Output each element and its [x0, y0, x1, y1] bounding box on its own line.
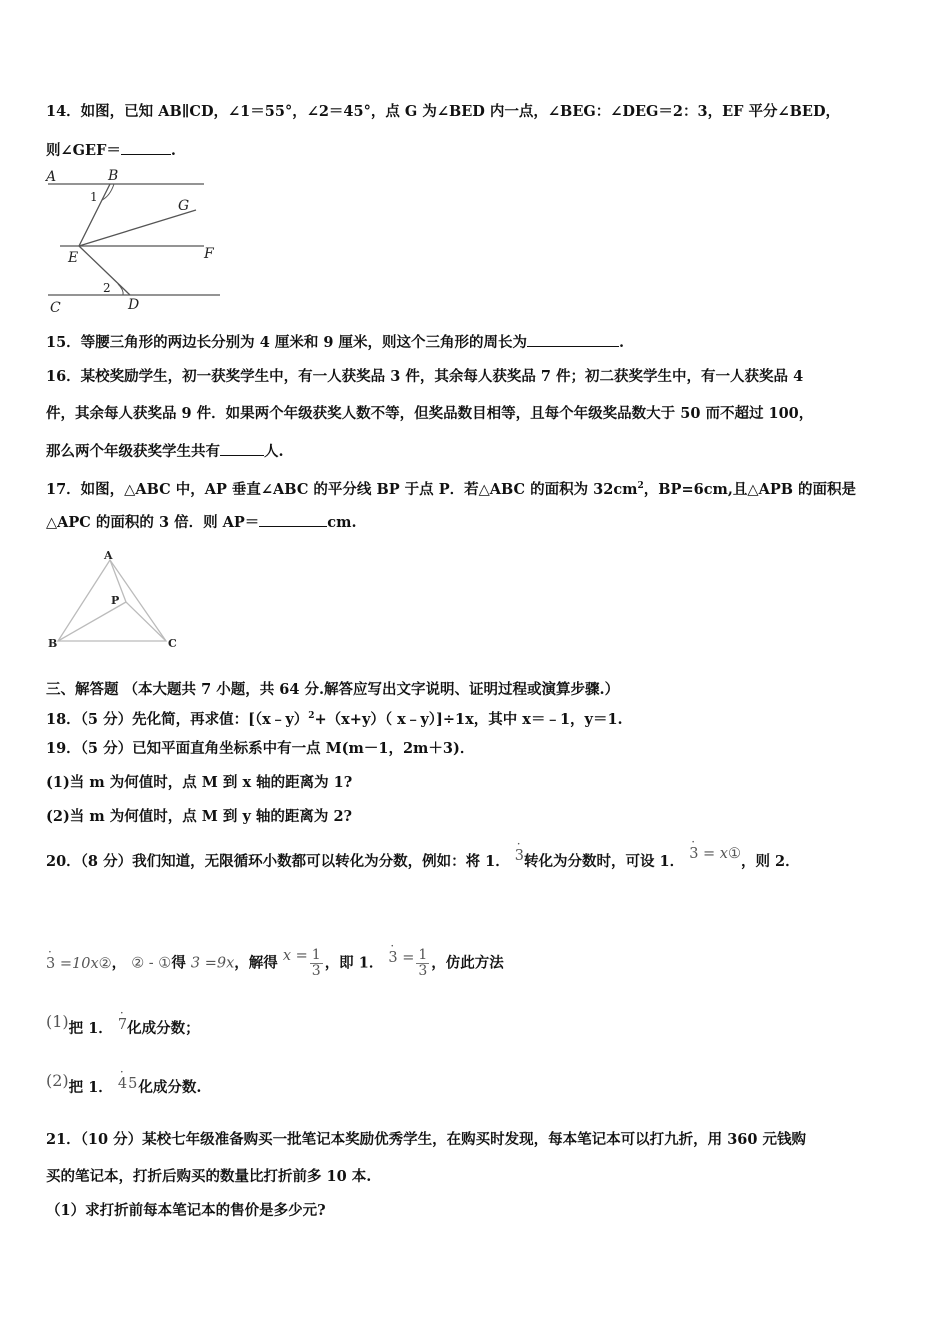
q20-eq4	[388, 950, 414, 966]
q20-f: ，解得	[234, 954, 278, 972]
answer-blank-15[interactable]	[527, 332, 619, 347]
q17-line2-suffix: cm.	[327, 514, 357, 531]
label-b: B	[48, 637, 58, 650]
q20-p2-a: 把 1．	[68, 1079, 113, 1096]
q16-line1: 16．某校奖励学生，初一获奖学生中，有一人获奖品 3 件，其余每人获奖品 7 件；初二获奖学生中，有一人获奖品 4	[46, 368, 804, 385]
q16-line2: 件，其余每人获奖品 9 件．如果两个年级获奖人数不等，但奖品数目相等，且每个年级奖品数大于 50 而不超过 100，	[46, 405, 814, 422]
q21-sub1: （1）求打折前每本笔记本的售价是多少元?	[46, 1202, 326, 1219]
label-a: A	[46, 169, 57, 185]
segment-eg	[79, 210, 196, 246]
q20-frac1-num: 1	[311, 947, 321, 963]
q20-minus: ② - ①	[131, 955, 172, 972]
q17-figure	[44, 548, 184, 652]
q20-frac2-num: 1	[418, 947, 428, 963]
q15-text: 15．等腰三角形的两边长分别为 4 厘米和 9 厘米，则这个三角形的周长为	[46, 334, 528, 351]
label-c: C	[168, 637, 177, 650]
q20-frac2-den: 3	[418, 963, 428, 979]
label-g: G	[178, 198, 190, 214]
label-p: P	[111, 594, 120, 607]
q17-line2-prefix: △APC 的面积的 3 倍．则 AP＝	[46, 514, 260, 531]
q18-line	[46, 706, 623, 730]
answer-blank-16[interactable]	[220, 441, 264, 456]
q16-line3-suffix: 人.	[264, 443, 284, 460]
q14-line1: 14．如图，已知 AB∥CD，∠1＝55°，∠2＝45°，点 G 为∠BED 内一点，∠BEG：∠DEG＝2：3，EF 平分∠BED，	[46, 103, 841, 120]
q20-p1-digit: · 7	[118, 1015, 127, 1035]
q14-figure	[44, 166, 229, 316]
segment-bp	[58, 602, 126, 641]
q17-line1-prefix: 17．如图，△ABC 中，AP 垂直∠ABC 的平分线 BP 于点 P．若△ABC 的面积为 32cm	[46, 480, 638, 498]
answer-blank-17[interactable]	[259, 512, 327, 527]
q20-repeating-3: · 3	[515, 846, 524, 866]
q20-g: ，即 1．	[324, 954, 384, 972]
q20-circ1: ①	[727, 846, 741, 862]
q20-p1-b: 化成分数；	[127, 1020, 200, 1037]
q17-sup: 2	[637, 481, 644, 491]
label-d: D	[128, 297, 140, 313]
q20-fraction-1	[310, 948, 323, 979]
q20-line1	[46, 846, 800, 872]
q20-d: ，	[111, 954, 127, 972]
label-a: A	[104, 549, 113, 562]
q20-eq1	[689, 846, 741, 862]
q21-line2: 买的笔记本，打折后购买的数量比打折前多 10 本.	[46, 1168, 372, 1185]
q20-part1	[46, 1012, 200, 1039]
q20-fraction-2	[416, 948, 429, 979]
q15-line	[46, 332, 624, 353]
q20-eq2-lhs: · 3	[46, 954, 55, 974]
q21-line1: 21．（10 分）某校七年级准备购买一批笔记本奖励优秀学生，在购买时发现，每本笔记本可以打九折，用 360 元钱购	[46, 1131, 807, 1148]
q20-p2-label: (2)	[46, 1071, 69, 1090]
q16-line3-prefix: 那么两个年级获奖学生共有	[46, 443, 220, 460]
segment-pc	[126, 602, 166, 641]
q20-eq1-mid: = x	[698, 846, 728, 862]
q20-eq4-text: · 3 =	[388, 948, 414, 968]
q20-b: 转化为分数时，可设 1．	[524, 853, 685, 870]
q17-line1-suffix: ，BP=6cm,且△APB 的面积是	[643, 480, 857, 498]
q18-part1: 18．（5 分）先化简，再求值：[（x﹣y）	[46, 710, 309, 728]
q19-sub1: (1)当 m 为何值时，点 M 到 x 轴的距离为 1?	[46, 774, 353, 791]
q20-x-eq: x =	[282, 947, 308, 964]
q20-p1-label: (1)	[46, 1012, 69, 1031]
q18-sup: 2	[308, 711, 315, 721]
q16-line3	[46, 441, 284, 462]
q14-line2	[46, 140, 176, 161]
q14-line2-prefix: 则∠GEF＝	[46, 142, 121, 159]
q20-a: 20．（8 分）我们知道，无限循环小数都可以转化为分数，例如：将 1．	[46, 853, 510, 870]
q20-h: ，仿此方法	[431, 954, 504, 972]
q20-p1-a: 把 1．	[68, 1020, 113, 1037]
q18-part2: +（x+y）（ x﹣y）]÷1x，其中 x＝﹣1，y＝1.	[314, 710, 623, 728]
label-b: B	[108, 168, 119, 184]
label-angle-1: 1	[90, 190, 98, 204]
answer-blank-14[interactable]	[121, 140, 171, 155]
q15-suffix: .	[619, 334, 625, 351]
q20-frac1-den: 3	[311, 963, 321, 979]
q20-e: 得	[171, 954, 186, 972]
label-c: C	[50, 300, 61, 316]
q14-line2-suffix: .	[170, 142, 176, 159]
q20-circ2: ②	[98, 955, 112, 972]
q20-p2-b: 化成分数.	[138, 1079, 202, 1096]
q20-part2	[46, 1071, 202, 1098]
q20-line2	[46, 948, 504, 979]
label-f: F	[204, 246, 214, 262]
q20-eq3: 3 =9x	[190, 955, 235, 972]
q19-sub2: (2)当 m 为何值时，点 M 到 y 轴的距离为 2?	[46, 808, 353, 825]
q20-p2-digits: · 45	[118, 1074, 138, 1094]
q20-eq2	[46, 956, 112, 972]
q17-line2	[46, 512, 357, 533]
q17-line1	[46, 476, 856, 500]
q20-eq2-mid: =10x	[55, 955, 99, 972]
section3-heading: 三、解答题 （本大题共 7 小题，共 64 分.解答应写出文字说明、证明过程或演算步骤.）	[46, 681, 620, 698]
label-angle-2: 2	[103, 281, 111, 295]
q20-c: ，则 2．	[740, 853, 800, 870]
q19-stem: 19．（5 分）已知平面直角坐标系中有一点 M(m－1，2m＋3)．	[46, 740, 475, 757]
q20-eq1-lhs: · 3	[689, 844, 698, 864]
label-e: E	[68, 250, 79, 266]
